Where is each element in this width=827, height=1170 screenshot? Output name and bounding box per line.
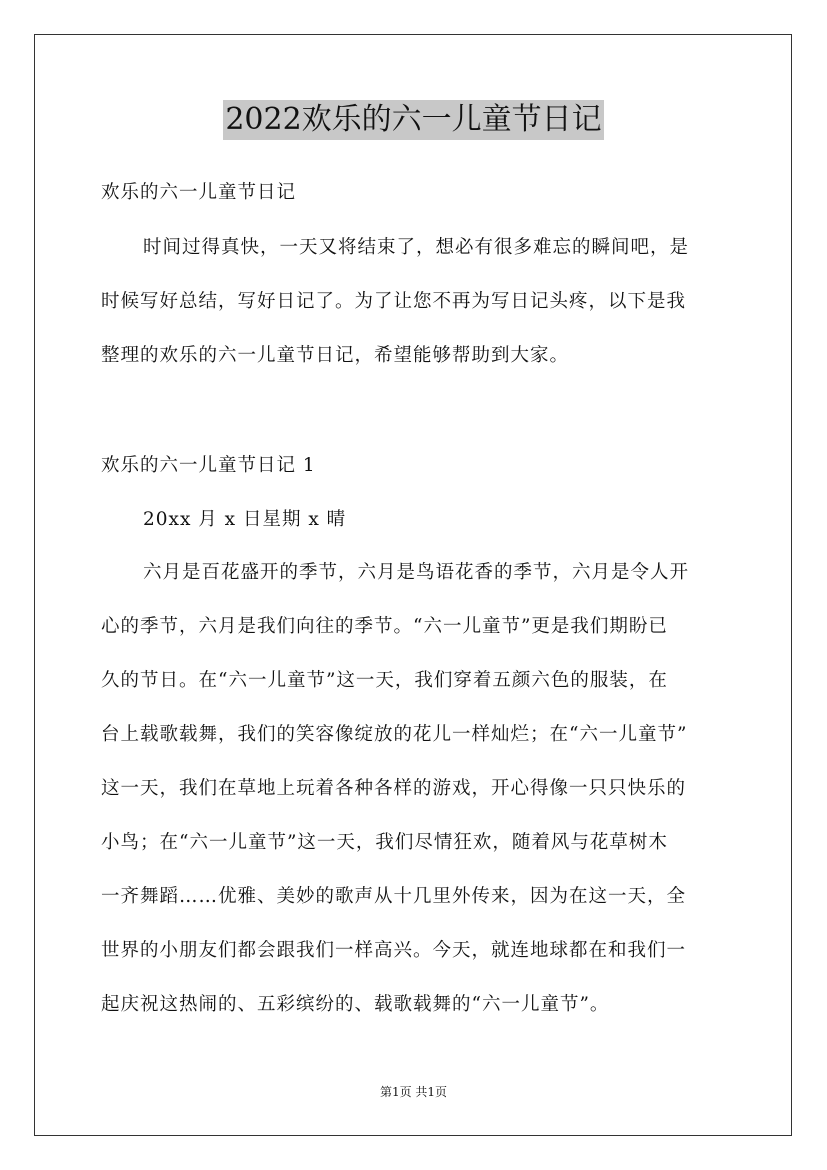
date-line: 20xx 月 x 日星期 x 晴 — [143, 509, 347, 530]
body-line-1: 六月是百花盛开的季节，六月是鸟语花香的季节，六月是令人开 — [143, 562, 690, 583]
intro-line-3: 整理的欢乐的六一儿童节日记，希望能够帮助到大家。 — [101, 345, 570, 366]
subtitle: 欢乐的六一儿童节日记 — [101, 182, 297, 203]
page-footer: 第1页 共1页 — [379, 1085, 448, 1099]
intro-line-2: 时候写好总结，写好日记了。为了让您不再为写日记头疼，以下是我 — [101, 291, 687, 312]
body-line-9: 起庆祝这热闹的、五彩缤纷的、载歌载舞的“六一儿童节”。 — [101, 994, 610, 1015]
body-line-5: 这一天，我们在草地上玩着各种各样的游戏，开心得像一只只快乐的 — [101, 778, 687, 799]
section-heading: 欢乐的六一儿童节日记 1 — [101, 455, 316, 476]
body-line-8: 世界的小朋友们都会跟我们一样高兴。今天，就连地球都在和我们一 — [101, 940, 687, 961]
body-line-4: 台上载歌载舞，我们的笑容像绽放的花儿一样灿烂；在“六一儿童节” — [101, 724, 688, 745]
body-line-6: 小鸟；在“六一儿童节”这一天，我们尽情狂欢，随着风与花草树木 — [101, 832, 668, 853]
body-line-7: 一齐舞蹈……优雅、美妙的歌声从十几里外传来，因为在这一天，全 — [101, 886, 687, 907]
body-line-3: 久的节日。在“六一儿童节”这一天，我们穿着五颜六色的服装，在 — [101, 670, 668, 691]
intro-line-1: 时间过得真快，一天又将结束了，想必有很多难忘的瞬间吧，是 — [143, 237, 690, 258]
document-title: 2022欢乐的六一儿童节日记 — [223, 100, 603, 140]
body-line-2: 心的季节，六月是我们向往的季节。“六一儿童节”更是我们期盼已 — [101, 616, 668, 637]
title-container — [0, 100, 827, 140]
